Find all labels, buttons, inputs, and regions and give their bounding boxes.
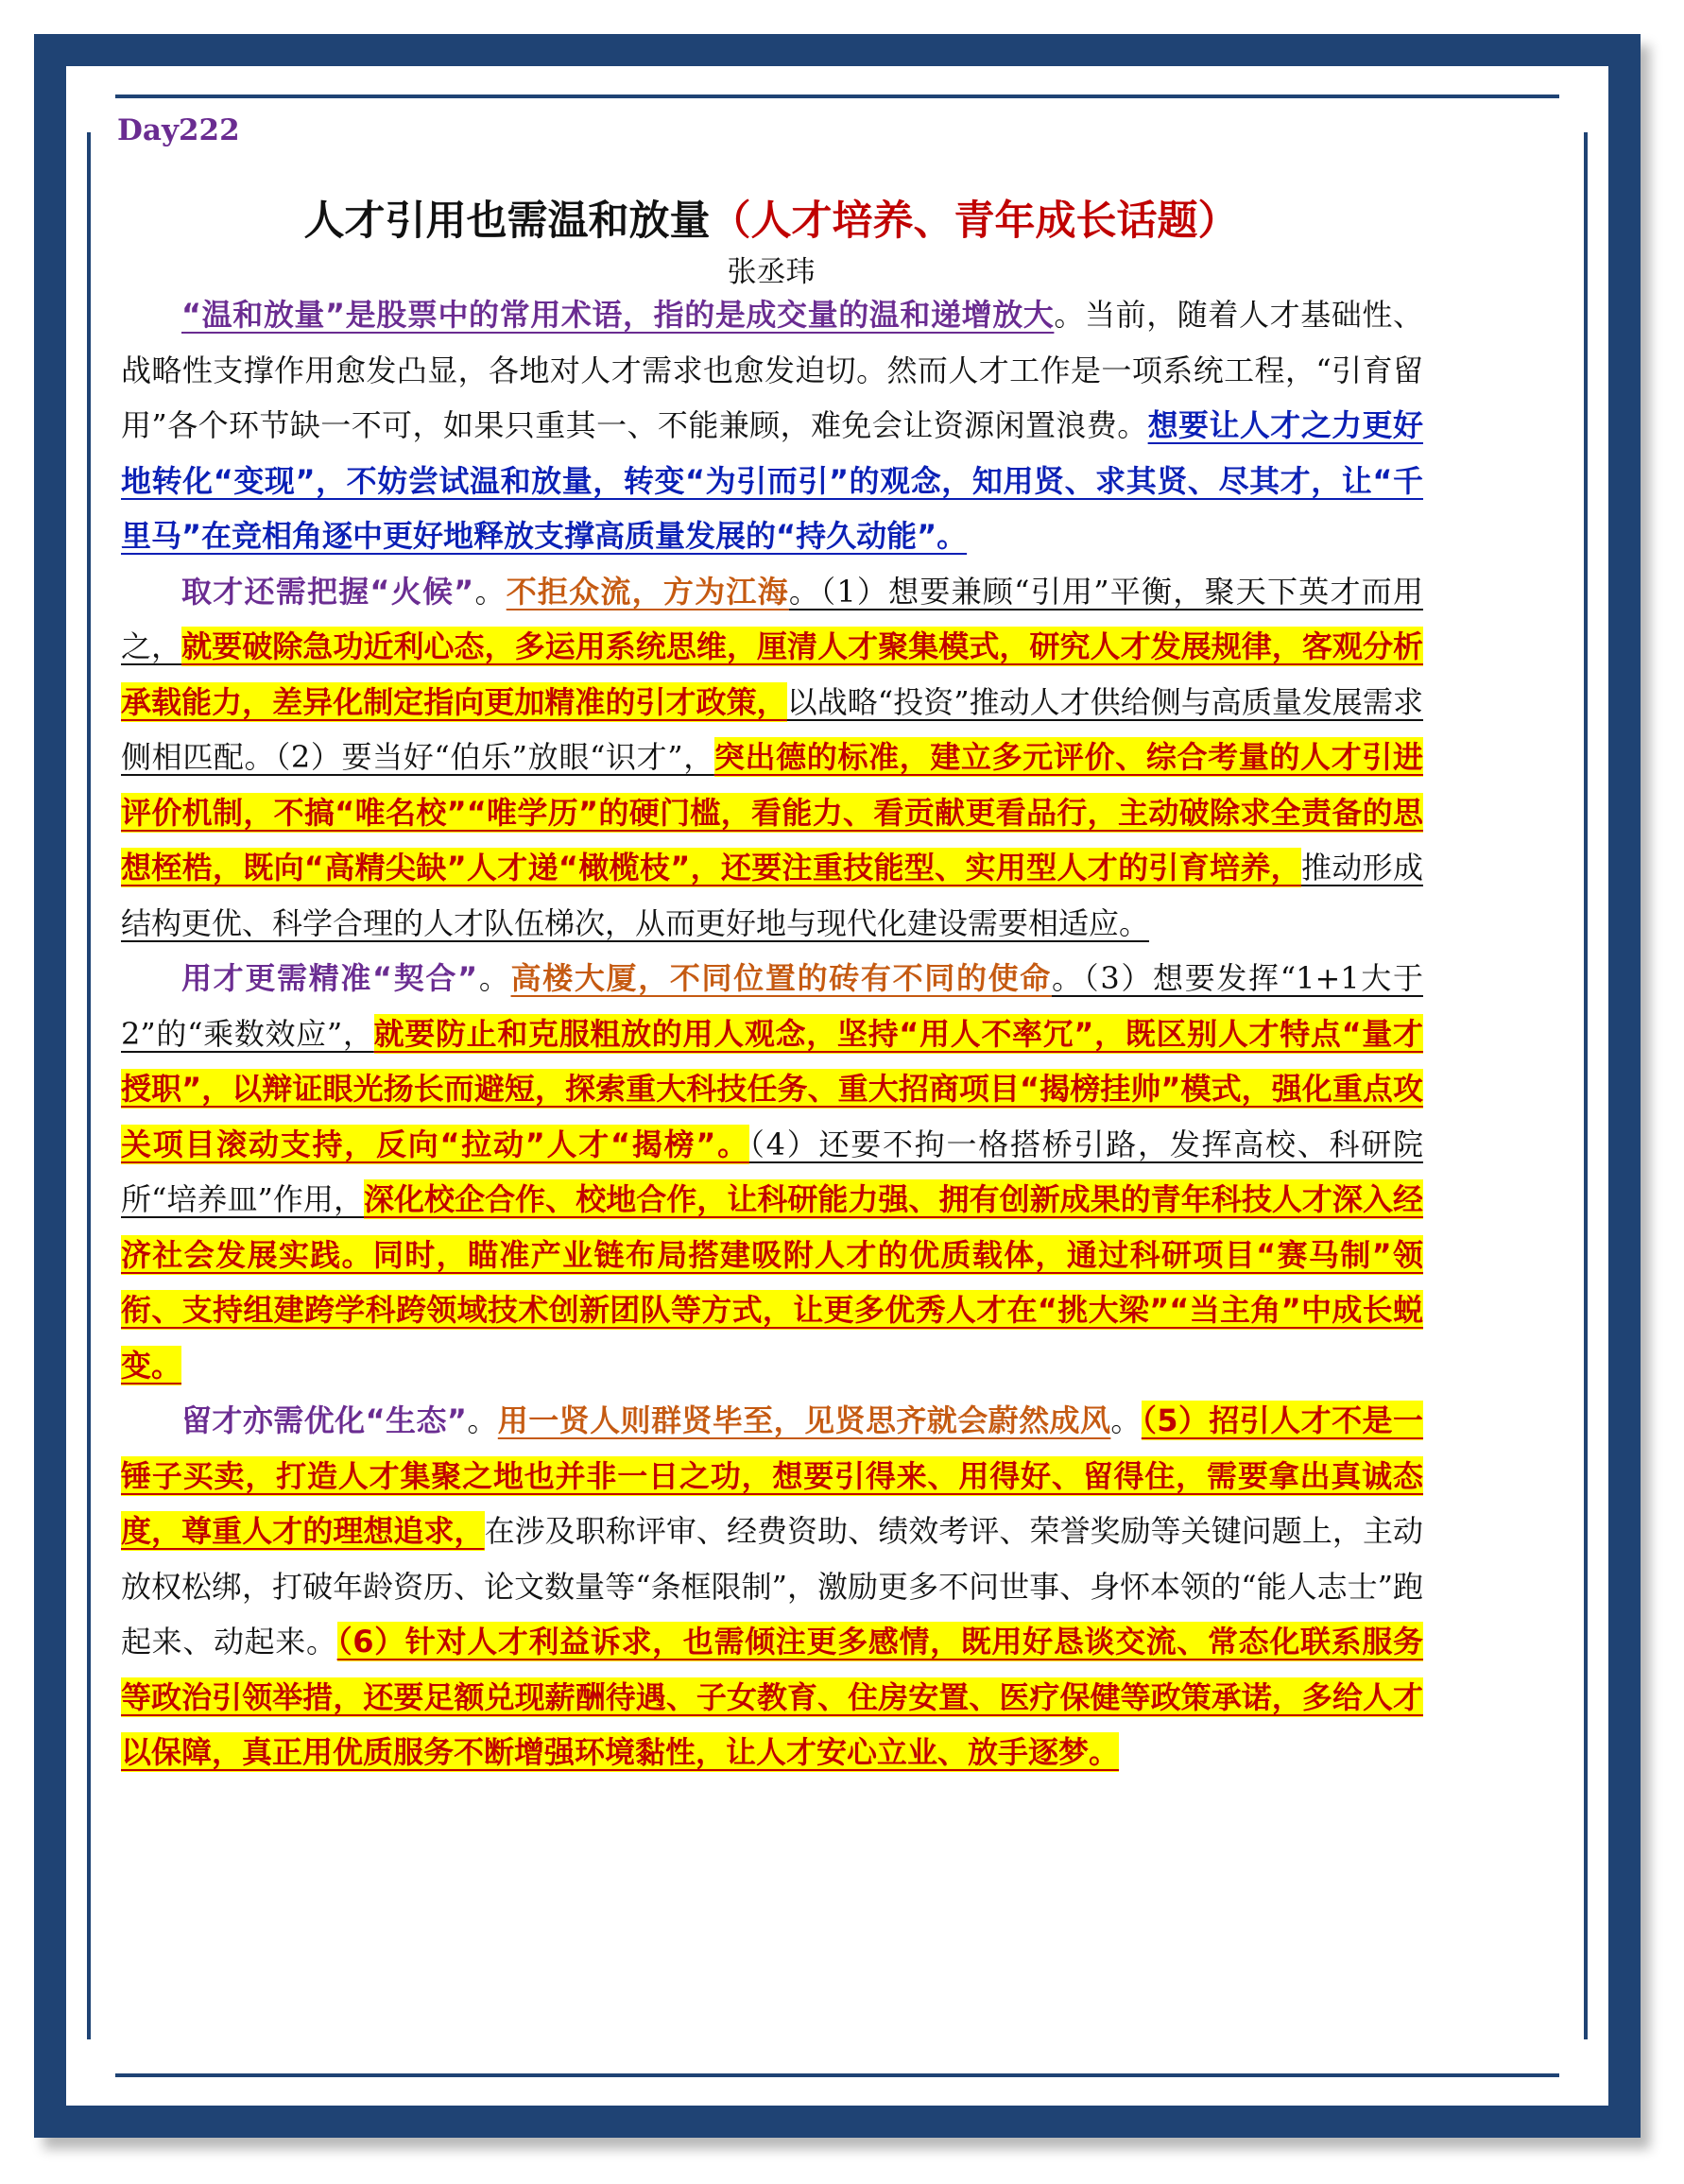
title-main: 人才引用也需温和放量 (303, 198, 711, 245)
paragraph-recruit (121, 564, 1423, 952)
recruit-text-3: 推动形成结构更优、科学合理的人才队伍梯次，从而更好地与现代化建设需要相适应。 (121, 850, 1423, 941)
recruit-heading: 取才还需把握“火候” (181, 573, 474, 610)
employ-highlight-1: 就要防止和克服粗放的用人观念，坚持“用人不率冗”，既区别人才特点“量才授职”，以辩证眼光扬长而避短，探索重大科技任务、重大招商项目“揭榜挂帅”模式，强化重点攻关项目滚动支持，反向“拉动”人才“揭榜”。 (121, 1015, 1423, 1162)
article-title (113, 189, 1429, 247)
day-label: Day222 (117, 113, 240, 147)
employ-punct: 。 (477, 960, 511, 996)
recruit-punct: 。 (473, 573, 507, 610)
retain-text-1: 在涉及职称评审、经费资助、绩效考评、荣誉奖励等关键问题上，主动放权松绑，打破年龄资历、论文数量等“条框限制”，激励更多不问世事、身怀本领的“能人志士”跑起来、动起来。 (121, 1513, 1423, 1659)
recruit-highlight-1: 就要破除急功近利心态，多运用系统思维，厘清人才聚集模式，研究人才发展规律，客观分析承载能力，差异化制定指向更加精准的引才政策， (121, 628, 1423, 720)
paragraph-intro (121, 287, 1423, 564)
retain-highlight-2: （6）针对人才利益诉求，也需倾注更多感情，既用好恳谈交流、常态化联系服务等政治引领举措，还要足额兑现薪酬待遇、子女教育、住房安置、医疗保健等政策承诺，多给人才以保障，真正用优质服务不断增强环境黏性，让人才安心立业、放手逐梦。 (121, 1624, 1423, 1770)
intro-lead: “温和放量”是股票中的常用术语，指的是成交量的温和递增放大 (181, 297, 1055, 333)
border-rule-left (87, 132, 91, 2039)
title-topic: （人才培养、青年成长话题） (710, 198, 1239, 245)
retain-punct-2: 。 (1110, 1402, 1142, 1438)
employ-text-1: 。（3）想要发挥“1+1大于2”的“乘数效应”， (121, 960, 1423, 1052)
border-rule-bottom (115, 2073, 1559, 2077)
employ-highlight-2: 深化校企合作、校地合作，让科研能力强、拥有创新成果的青年科技人才深入经济社会发展实践。同时，瞄准产业链布局搭建吸附人才的优质载体，通过科研项目“赛马制”领衔、支持组建跨学科跨领域技术创新团队等方式，让更多优秀人才在“挑大梁”“当主角”中成长蜕变。 (121, 1181, 1423, 1384)
recruit-quote: 不拒众流，方为江海 (506, 573, 789, 610)
article-body (121, 287, 1423, 1780)
employ-heading: 用才更需精准“契合” (181, 960, 478, 996)
recruit-highlight-2: 突出德的标准，建立多元评价、综合考量的人才引进评价机制，不搞“唯名校”“唯学历”的硬门槛，看能力、看贡献更看品行，主动破除求全责备的思想桎梏，既向“高精尖缺”人才递“橄榄枝”，还要注重技能型、实用型人才的引育培养， (121, 739, 1423, 886)
recruit-text-2: 以战略“投资”推动人才供给侧与高质量发展需求侧相匹配。（2）要当好“伯乐”放眼“识才”， (121, 683, 1423, 775)
border-rule-top (115, 95, 1559, 98)
intro-text: 。当前，随着人才基础性、战略性支撑作用愈发凸显，各地对人才需求也愈发迫切。然而人才工作是一项系统工程，“引育留用”各个环节缺一不可，如果只重其一、不能兼顾，难免会让资源闲置浪费。 (121, 297, 1423, 443)
author-name: 张丞玮 (727, 255, 816, 289)
border-rule-right (1584, 132, 1588, 2039)
retain-quote: 用一贤人则群贤毕至，见贤思齐就会蔚然成风 (497, 1402, 1111, 1438)
employ-text-2: （4）还要不拘一格搭桥引路，发挥高校、科研院所“培养皿”作用， (121, 1126, 1423, 1217)
retain-punct: 。 (466, 1402, 498, 1438)
retain-highlight-1: （5）招引人才不是一锤子买卖，打造人才集聚之地也并非一日之功，想要引得来、用得好、留得住，需要拿出真诚态度，尊重人才的理想追求， (121, 1402, 1423, 1549)
intro-thesis: 想要让人才之力更好地转化“变现”，不妨尝试温和放量，转变“为引而引”的观念，知用贤、求其贤、尽其才，让“千里马”在竞相角逐中更好地释放支撑高质量发展的“持久动能”。 (121, 407, 1423, 554)
employ-quote: 高楼大厦，不同位置的砖有不同的使命 (510, 960, 1052, 996)
recruit-text-1: 。（1）想要兼顾“引用”平衡，聚天下英才而用之， (121, 573, 1423, 664)
paragraph-employ (121, 951, 1423, 1393)
paragraph-retain (121, 1393, 1423, 1780)
retain-heading: 留才亦需优化“生态” (181, 1402, 467, 1438)
